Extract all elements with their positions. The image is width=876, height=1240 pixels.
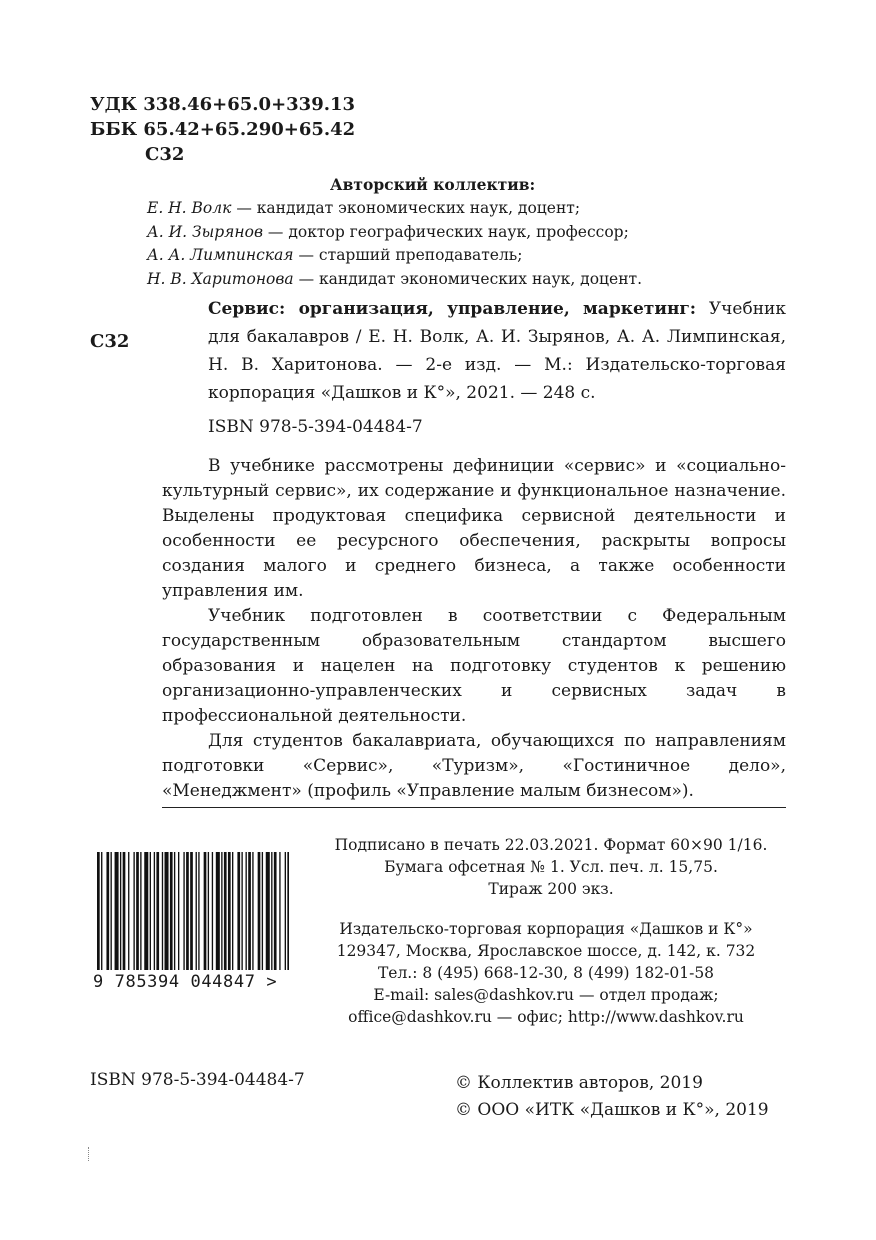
annotation xyxy=(162,454,786,804)
annotation-paragraph: В учебнике рассмотрены дефиниции «сервис» и «социально-культурный сервис», их содержание и функциональное назначение. Выделены продуктовая специфика сервисной деятельности и особенности ее ресурсного обеспечения, раскрыты вопросы создания малого и среднего бизнеса, а также особенности управления им. xyxy=(162,456,786,601)
barcode-bar xyxy=(208,852,209,970)
barcode-bar xyxy=(115,852,119,970)
bibliographic-citation xyxy=(208,295,786,407)
barcode-bar xyxy=(241,852,242,970)
print-details xyxy=(316,834,786,900)
barcode-bar xyxy=(237,852,240,970)
udk-code: УДК 338.46+65.0+339.13 xyxy=(90,94,356,115)
author-role: — кандидат экономических наук, доцент. xyxy=(293,269,643,288)
barcode-bar xyxy=(111,852,112,970)
barcode-bar xyxy=(128,852,129,970)
publisher-address: 129347, Москва, Ярославское шоссе, д. 142, к. 732 xyxy=(336,942,756,960)
barcode-bar xyxy=(232,852,233,970)
author-line xyxy=(147,268,642,292)
author-line xyxy=(147,197,642,221)
barcode-bar xyxy=(183,852,184,970)
author-name: А. И. Зырянов xyxy=(147,222,263,241)
annotation-paragraph: Для студентов бакалавриата, обучающихся по направлениям подготовки «Сервис», «Туризм», «Гостиничное дело», «Менеджмент» (профиль «Управление малым бизнесом»). xyxy=(162,731,786,801)
publisher-office: office@dashkov.ru — офис; http://www.dashkov.ru xyxy=(348,1008,744,1026)
author-name: Е. Н. Волк xyxy=(147,199,232,217)
barcode-bar xyxy=(287,852,289,970)
barcode-bar xyxy=(228,852,231,970)
barcode-digits: 9 785394 044847 > xyxy=(93,972,278,992)
signed-to-print: Подписано в печать 22.03.2021. Формат 60×90 1/16. xyxy=(334,836,768,854)
publisher-email: E-mail: sales@dashkov.ru — отдел продаж; xyxy=(373,986,719,1004)
barcode-bar xyxy=(224,852,227,970)
publisher-phones: Тел.: 8 (495) 668-12-30, 8 (499) 182-01-58 xyxy=(377,964,715,982)
barcode-bar xyxy=(212,852,213,970)
author-name: Н. В. Харитонова xyxy=(147,269,294,288)
barcode-bar xyxy=(156,852,159,970)
book-title: Сервис: организация, управление, маркетинг: xyxy=(208,299,697,319)
barcode-bar xyxy=(123,852,126,970)
barcode-bar xyxy=(186,852,189,970)
barcode-bar xyxy=(246,852,247,970)
barcode-bar xyxy=(258,852,261,970)
isbn-barcode xyxy=(97,852,289,970)
barcode-bar xyxy=(150,852,151,970)
barcode-bar xyxy=(178,852,179,970)
barcode-bar xyxy=(174,852,175,970)
authors-title: Авторский коллектив: xyxy=(330,175,536,194)
author-mark: С32 xyxy=(145,144,185,165)
barcode-bar xyxy=(198,852,199,970)
bbk-code: ББК 65.42+65.290+65.42 xyxy=(90,119,356,140)
paper-info: Бумага офсетная № 1. Усл. печ. л. 15,75. xyxy=(384,858,718,876)
citation-details: Учебник для бакалавров / Е. Н. Волк, А. И. Зырянов, А. А. Лимпинская, Н. В. Харитонова. — 2-е изд. — М.: Издательско-торговая корпорация «Дашков и К°», 2021. — 248 с. xyxy=(208,299,786,403)
print-run: Тираж 200 экз. xyxy=(488,880,614,898)
author-role: — доктор географических наук, профессор; xyxy=(263,222,629,241)
citation-isbn: ISBN 978-5-394-04484-7 xyxy=(208,417,423,437)
divider-rule xyxy=(162,807,786,808)
bottom-isbn: ISBN 978-5-394-04484-7 xyxy=(90,1070,305,1090)
barcode-bar xyxy=(136,852,139,970)
barcode-bar xyxy=(144,852,148,970)
publisher-name: Издательско-торговая корпорация «Дашков и К°» xyxy=(339,920,753,938)
barcode-bar xyxy=(165,852,169,970)
barcode-bar xyxy=(133,852,134,970)
barcode-bar xyxy=(154,852,155,970)
catalog-code: С32 xyxy=(90,331,130,352)
copyright-block xyxy=(455,1070,769,1124)
barcode-bar xyxy=(162,852,163,970)
barcode-bar xyxy=(262,852,263,970)
barcode-bar xyxy=(106,852,109,970)
barcode-bar xyxy=(274,852,277,970)
barcode-bar xyxy=(279,852,280,970)
barcode-bar xyxy=(97,852,100,970)
barcode-bar xyxy=(271,852,272,970)
author-line xyxy=(147,221,642,245)
barcode-bar xyxy=(248,852,251,970)
barcode-bar xyxy=(101,852,102,970)
margin-mark xyxy=(88,1147,90,1161)
barcode-bar xyxy=(204,852,207,970)
barcode-bar xyxy=(266,852,270,970)
authors-list xyxy=(147,197,642,291)
copyright-publisher: © ООО «ИТК «Дашков и К°», 2019 xyxy=(455,1100,769,1120)
barcode-bar xyxy=(221,852,222,970)
copyright-authors: © Коллектив авторов, 2019 xyxy=(455,1073,703,1093)
classification-codes xyxy=(90,92,355,167)
barcode-bar xyxy=(216,852,220,970)
barcode-bar xyxy=(120,852,121,970)
publisher-info xyxy=(306,918,786,1028)
barcode-bar xyxy=(170,852,173,970)
barcode-bar xyxy=(285,852,286,970)
author-role: — кандидат экономических наук, доцент; xyxy=(231,199,581,217)
author-line xyxy=(147,244,642,268)
author-role: — старший преподаватель; xyxy=(293,246,523,264)
barcode-bar xyxy=(252,852,253,970)
barcode-bar xyxy=(190,852,193,970)
author-name: А. А. Лимпинская xyxy=(147,246,294,264)
barcode-bar xyxy=(140,852,141,970)
annotation-paragraph: Учебник подготовлен в соответствии с Федеральным государственным образовательным стандартом высшего образования и нацелен на подготовку студентов к решению организационно-управленческих и сервисных задач в профессиональной деятельности. xyxy=(162,606,786,726)
barcode-bar xyxy=(196,852,197,970)
